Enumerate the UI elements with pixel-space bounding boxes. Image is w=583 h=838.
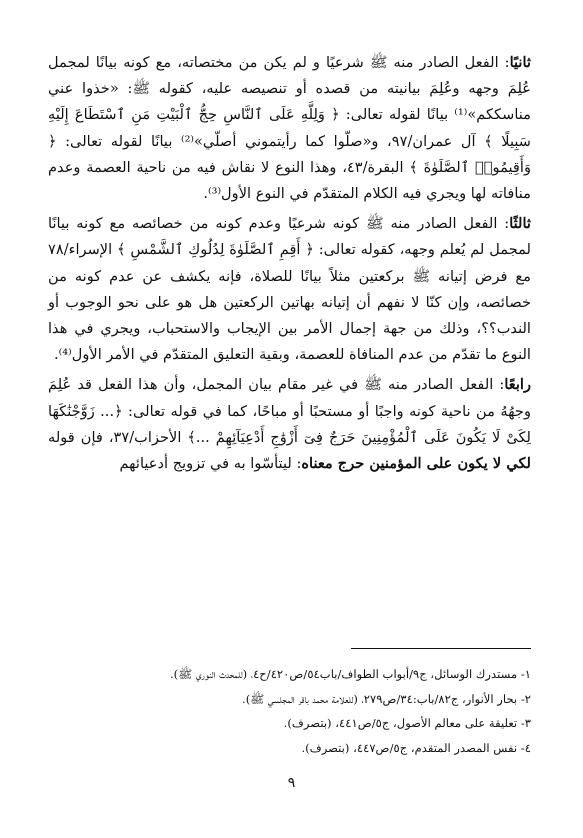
footnote-item: ٣- تعليقة على معالم الأصول، ج٥/ص٤٤١، (بتصرف). <box>283 716 531 730</box>
paragraph-lead: ثالثًا <box>509 215 531 233</box>
footnote-item: ١- مستدرك الوسائل، ج٩/أبواب الطواف/باب٥٤/ص٤٢٠/ح٤، (للمحدث النوري ﷺ). <box>170 667 531 681</box>
footnote-item: ٢- بحار الأنوار، ج٨٢/باب:٣٤/ص٢٧٩، (للعلامة محمد باقر المجلسي ﷺ). <box>242 691 531 706</box>
paragraph-text: : الفعل الصادر منه ﷺ كونه شرعيًا وعدم كونه من خصائصه مع كونه بيانًا لمجمل لم يُعلم وجهه، كقوله تعالى: ﴿ أَقِمِ ٱلصَّلَوٰةَ لِدُلُوكِ ٱلشَّمْسِ ﴾ الإسراء/٧٨ مع فرض إتيانه ﷺ بركعتين مثلاً بيانًا للصلاة، فإنه يكشف عن عدم كونه من خصائصه، وإن كنّا لا نفهم أن إتيانه بهاتين الركعتين هل هو على نحو الوجوب أو الندب؟؟، وذلك من جهة إجمال الأمر بين الإيجاب والاستحباب، ويجري في هذا النوع ما تقدّم من عدم المنافاة للعصمة، وبقية التعليق المتقدّم في الأمر الأول⁽⁴⁾. <box>48 215 531 364</box>
paragraph-fourth <box>48 372 531 477</box>
footnote-item: ٤- نفس المصدر المتقدم، ج٥/ص٤٤٧، (بتصرف). <box>301 740 531 755</box>
page-number: ٩ <box>287 775 296 791</box>
paragraph-third <box>48 211 531 368</box>
paragraph-lead: ثانيًا <box>509 54 531 71</box>
footnotes <box>48 662 531 760</box>
paragraph-bold-phrase: لكي لا يكون على المؤمنين حرج معناه <box>301 455 531 473</box>
paragraph-lead: رابعًا <box>504 376 531 394</box>
body-text <box>48 50 531 477</box>
footnote-divider <box>351 648 531 649</box>
paragraph-text-continued: : ليتأسّوا به في تزويج أدعيائهم <box>119 455 302 473</box>
paragraph-text: : الفعل الصادر منه ﷺ شرعيًا و لم يكن من مختصاته، مع كونه بيانًا لمجمل عُلِمَ وجهه وعُلِمَ بيانيته من قصده أو تنصيصه عليه، كقوله ﷺ: «خذوا عني مناسككم»⁽¹⁾ بيانًا لقوله تعالى: ﴿ وَلِلَّهِ عَلَى ٱلنَّاسِ حِجُّ ٱلْبَيْتِ مَنِ ٱسْتَطَاعَ إِلَيْهِ سَبِيلًا ﴾ آل عمران/٩٧، و«صلّوا كما رأيتموني أصلّي»⁽²⁾ بيانًا لقوله تعالى: ﴿ وَأَقِيمُوا۟ ٱلصَّلَوٰةَ ﴾ البقرة/٤٣، وهذا النوع لا نقاش فيه من ناحية العصمة وعدم منافاته لها ويجري فيه الكلام المتقدّم في النوع الأول⁽³⁾. <box>48 54 532 203</box>
paragraph-second <box>48 50 531 207</box>
paragraph-text: : الفعل الصادر منه ﷺ في غير مقام بيان المجمل، وأن هذا الفعل قد عُلِمَ وجهُهُ من ناحية كونه واجبًا أو مستحبًا أو مباحًا، كما في قوله تعالى: ﴿... زَوَّجْنَٰكَهَا لِكَىْ لَا يَكُونَ عَلَى ٱلْمُؤْمِنِينَ حَرَجٌ فِىٓ أَزْوَٰجِ أَدْعِيَآئِهِمْ ...﴾ الأحزاب/٣٧، فإن قوله <box>48 376 531 446</box>
